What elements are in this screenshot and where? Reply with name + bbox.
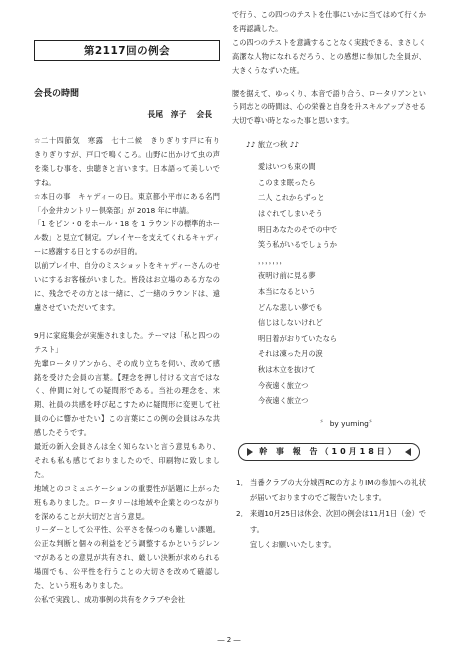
poem-line: 笑う私がいるでしょうか — [258, 240, 337, 250]
paragraph: 地域とのコミュニケーションの重要性が話題に上がった班もありました。ロータリーは地域や企業とのつながりを深めることが大切だと言う意見。 — [34, 483, 220, 521]
paragraph: で行う、この四つのテストを仕事にいかに当てはめて行くかを再認識した。 — [232, 10, 426, 33]
author-name: 長尾 淳子 — [147, 110, 187, 119]
paragraph: 腰を据えて、ゆっくり、本音で語り合う、ロータリアンという同志との時間は、心の栄養と自身を升スキルアップさせる大切で尊い時となった事と思います。 — [232, 88, 426, 126]
notice-list — [236, 475, 426, 553]
list-item-text: 来週10月25日は休会、次回の例会は11月1日（金）です。 — [250, 508, 426, 534]
list-item — [236, 475, 426, 506]
secretary-report-title: 幹 事 報 告（10月18日） — [259, 447, 399, 457]
page-number: ― 2 ― — [217, 636, 241, 644]
triangle-left-icon — [405, 448, 411, 456]
poem-line: 明日あなたのそでの中で — [258, 224, 338, 234]
paragraph: リーダーとして公平性、公平さを保つのも難しい課題。公正な判断と個々の利益をどう調整するかというジレンマがあるとの意見が共有され、厳しい決断が求められる場面でも、公平性を行うことの大切さを改めて確認した、という班もありました。 — [34, 525, 220, 591]
paragraph: 以前プレイ中、自分のミスショットをキャディーさんのせいにするお客様がいました。皆段はお立場のある方なのに、残念でその方とは一緒に、ご一緒のラウンドは、遠慮させていただいてます。 — [34, 261, 220, 312]
poem-line: このまま眠ったら — [258, 177, 316, 187]
poem-title: ♪♪ 旅立つ秋 ♪♪ — [246, 140, 300, 150]
paragraph: 最近の新入会員さんは全く知らないと言う意見もあり、それも私も感じておりましたので、印刷物に致しました。 — [34, 442, 220, 479]
paragraph: 「1 をピン・0 をホール・18 を 1 ラウンドの標準的ホール数」と見立て制定。プレイヤーを支えてくれるキャディーに感謝する日とするのが目的。 — [34, 219, 220, 257]
poem-line: はぐれてしまいそう — [258, 209, 323, 219]
poem-line: 夜明け前に見る夢 — [258, 271, 316, 281]
author-role: 会長 — [196, 110, 212, 119]
paragraph: ☆本日の事 キャディーの日。東京都小平市にある名門「小金井カントリー倶楽部」が 2018 年に申請。 — [34, 191, 220, 215]
list-item-number: 2． — [236, 508, 248, 518]
paragraph: この四つのテストを意識することなく実践できる、まさしく高潔な人物になれるだろう、との感想に参加した全員が、大きくうなずいた班。 — [232, 37, 426, 75]
poem-line: 明日着がおりていたなら — [258, 333, 338, 343]
meeting-title: 第2117回の例会 — [34, 40, 220, 61]
section-heading: 会長の時間 — [34, 89, 80, 99]
poem-line: それは凍った月の涙 — [258, 349, 323, 359]
left-column — [34, 40, 228, 607]
right-column — [232, 8, 426, 553]
poem-line: ，，，，，，， — [258, 255, 287, 265]
poem-byline: 〞 by yuming〞 — [320, 418, 377, 428]
paragraph: 先輩ロータリアンから、その成り立ちを伺い、改めて感銘を受けた会員の言葉。【理念を押し付ける文言ではなく、仲間に対しての疑問形である。当社の理念を、末期、社員の共感を呼び起こすために疑問形に変更して社員の心に響かせたい】この言葉にこの例の会員はみな共感したそうです。 — [34, 358, 220, 438]
poem-line: 本当になるという — [258, 287, 316, 296]
list-item-text: 宜しくお願いいたします。 — [250, 540, 336, 550]
poem-line: 今夜遠く旅立つ — [258, 380, 309, 390]
poem-line: 信じはしないけれど — [258, 318, 323, 328]
poem-line: 二人 これからずっと — [258, 193, 325, 203]
list-item-number: 1． — [236, 477, 248, 487]
paragraph: 公私で実践し、成功事例の共有をクラブや会社 — [34, 595, 185, 604]
paragraph: 9月に家庭集会が実施されました。テーマは「私と四つのテスト」 — [34, 330, 220, 354]
list-item-number — [236, 537, 250, 553]
list-item-text: 当番クラブの大分城西RCの方よりIMの参加への礼状が届いておりますのでご報告いたします。 — [250, 477, 426, 503]
poem-line: 秋は木立を抜けて — [258, 364, 316, 374]
poem-line: 今夜遠く旅立つ — [258, 396, 309, 406]
author-line — [34, 109, 220, 120]
poem-line: 愛はいつも束の間 — [258, 162, 316, 172]
secretary-report-header — [238, 443, 420, 461]
poem — [258, 159, 426, 409]
paragraph: ☆二十四節気 寒露 七十二候 きりぎりす戸に有り きりぎりすが、戸口で鳴くころ。山野に出かけて虫の声を楽しむ事を、虫聴きと言います。日本語って美しいですね。 — [34, 136, 228, 187]
list-item — [236, 537, 426, 553]
triangle-right-icon — [247, 448, 253, 456]
list-item — [236, 506, 426, 537]
poem-line: どんな悲しい夢でも — [258, 302, 323, 312]
